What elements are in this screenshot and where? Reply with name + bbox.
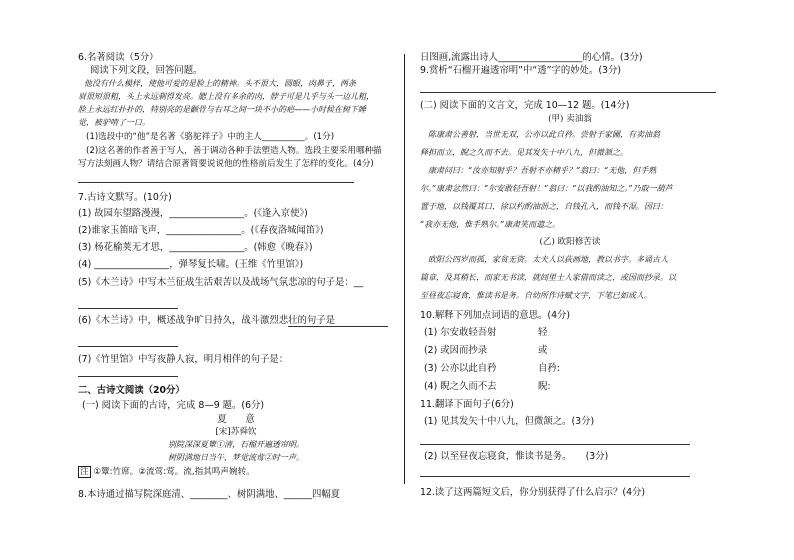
poem-note	[78, 467, 255, 478]
section-2-title: 二、古诗文阅读（20分）	[78, 385, 185, 396]
q6-instruction: 阅读下列文段，回答问题。	[90, 65, 203, 76]
q8-continued: 日图画,流露出诗人__________________的心情。(3分)	[420, 52, 643, 63]
q11-item-2: (2) 以至昼夜忘寝食，惟读书是务。 (3分)	[424, 451, 609, 462]
q11-item-1-answer-line[interactable]	[420, 444, 690, 445]
passage-b-line-1: 欧阳公四岁而孤，家贫无资。太夫人以荻画地，教以书字。多诵古人	[428, 255, 668, 264]
q7-item-6: (6)《木兰诗》中，概述战争旷日持久，战斗激烈悲壮的句子是	[78, 315, 336, 326]
poem-line-2: 树阴满地日当午，梦觉流莺②时一声。	[168, 453, 304, 462]
poem-author: [宋]苏舜钦	[215, 427, 257, 437]
passage-a-line-3: 康肃问曰：“汝亦知射乎？吾射不亦精乎？”翁曰：“无他，但手熟	[428, 166, 657, 175]
note-text: ①簟:竹席。②流莺:莺。流,指其鸣声婉转。	[93, 467, 255, 477]
q6-title: 6.名著阅读（5分）	[78, 52, 159, 63]
q10-word-3: 自矜:	[538, 363, 560, 374]
q6-sub1: (1)选段中的“他”是名著《骆驼祥子》中的主人__________。(1分)	[86, 132, 335, 142]
q6-sub2-line-1: (2)这名著的作者善于写人，善于调动各种手法塑造人物。选段主要采用哪种描	[86, 146, 382, 156]
passage-b-title: (乙) 欧阳修苦读	[539, 237, 601, 247]
q10-phrase: (1) 尔安敢轻吾射	[424, 327, 497, 338]
q10-item-2: (2) 或因而抄录	[424, 345, 488, 356]
q7-item-4: (4) ________________，弹琴复长啸。(王维《竹里馆》)	[78, 259, 304, 270]
q6-passage-line-4: 觉，被驴啃了一口。	[78, 118, 150, 127]
q12-title: 12.读了这两篇短文后，你分别获得了什么启示？(4分)	[420, 487, 646, 498]
q8-text: 8.本诗通过描写院深庭清、________、树阴满地、______四幅夏	[78, 489, 341, 500]
q7-item-5-answer-line[interactable]	[78, 308, 178, 309]
q7-item-5: (5)《木兰诗》中写木兰征战生活艰苦以及战场气氛悲凉的句子是：__	[78, 277, 364, 288]
q11-title: 11.翻译下面句子(6分)	[420, 399, 514, 410]
poem-line-1: 别院深深夏簟①清，石榴开遍透帘明。	[168, 440, 304, 449]
passage-b-line-3: 至昼夜忘寝食，惟读书是务。自幼所作诗赋文字，下笔已如成人。	[420, 291, 652, 300]
passage-a-line-5: 置于地，以钱覆其口，徐以杓酌油沥之，自钱孔入，而钱不湿。因曰：	[420, 202, 668, 211]
q10-title: 10.解释下列加点词语的意思。(4分)	[420, 310, 571, 321]
q10-word-2: 或	[538, 345, 548, 356]
q7-item-6-answer-line-a[interactable]	[288, 326, 388, 327]
q7-item-7: (7)《竹里馆》中写夜静人寂，明月相伴的句子是：	[78, 354, 289, 365]
q6-passage-line-3: 脸上永远红扑扑的，特别亮的是颧骨与右耳之间一块不小的疤——小时候在树下睡	[78, 105, 366, 114]
poem-title: 夏 意	[217, 414, 255, 425]
q9-text: 9.赏析“石榴开遍透帘明”中“透”字的妙处。(3分)	[420, 65, 622, 76]
q7-item-2: (2)谁家玉笛暗飞声，________________。(《春夜洛城闻笛》)	[78, 225, 324, 236]
passage-a-line-4: 尔。”康肃忿然曰：“尔安敢轻吾射！”翁曰：“以我酌油知之。”乃取一葫芦	[420, 184, 673, 193]
q7-item-6-answer-line-b[interactable]	[78, 346, 178, 347]
q11-item-1: (1) 见其发矢十中八九，但微颔之。(3分)	[424, 416, 595, 427]
q10-word-1: 轻	[538, 327, 548, 338]
q7-item-3: (3) 杨花榆荚无才思，________________。(韩愈《晚春》)	[78, 242, 313, 253]
classical-section-title: (二) 阅读下面的文言文，完成 10—12 题。(14分)	[420, 100, 630, 111]
q10-item-1	[424, 327, 497, 339]
q6-passage-line-1: 他没有什么模样，使他可爱的是脸上的精神。头不很大，圆眼，肉鼻子，两条	[84, 79, 356, 88]
q10-item-3: (3) 公亦以此自矜	[424, 363, 497, 374]
poem-section-title: (一) 阅读下面的古诗，完成 8—9 题。(6分)	[82, 400, 265, 411]
passage-a-line-6: “我亦无他，惟手熟尔。”康肃笑而遣之。	[420, 220, 561, 229]
passage-a-title: (甲) 卖油翁	[548, 114, 592, 124]
q7-title: 7.古诗文默写。(10分)	[78, 192, 172, 203]
passage-a-line-1: 陈康肃公善射，当世无双，公亦以此自矜。尝射于家圃，有卖油翁	[428, 130, 660, 139]
q6-answer-line[interactable]	[78, 182, 354, 183]
q11-item-2-answer-line[interactable]	[420, 476, 690, 477]
column-divider	[404, 54, 405, 484]
q6-sub2-line-2: 写方法刻画人物？请结合原著简要说说他的性格前后发生了怎样的变化。(4分)	[78, 159, 374, 169]
q9-answer-line[interactable]	[420, 92, 716, 93]
q6-passage-line-2: 眉很短很粗，头上永远剃得发亮。腮上没有多余的肉，脖子可是几乎与头一边儿粗，	[78, 92, 374, 101]
passage-a-line-2: 释担而立，睨之久而不去。见其发矢十中八九，但微颔之。	[420, 148, 628, 157]
q10-word-4: 睨:	[538, 381, 551, 392]
q7-item-1: (1) 故园东望路漫漫，________________。(《逢入京使》)	[78, 208, 308, 219]
q10-item-4: (4) 睨之久而不去	[424, 381, 497, 392]
passage-b-line-2: 篇章，及其稍长，而家无书读，就闾里士人家借而读之，或因而抄录。以	[420, 273, 676, 282]
note-mark: 注	[80, 467, 89, 477]
q7-item-7-answer-line[interactable]	[78, 376, 178, 377]
